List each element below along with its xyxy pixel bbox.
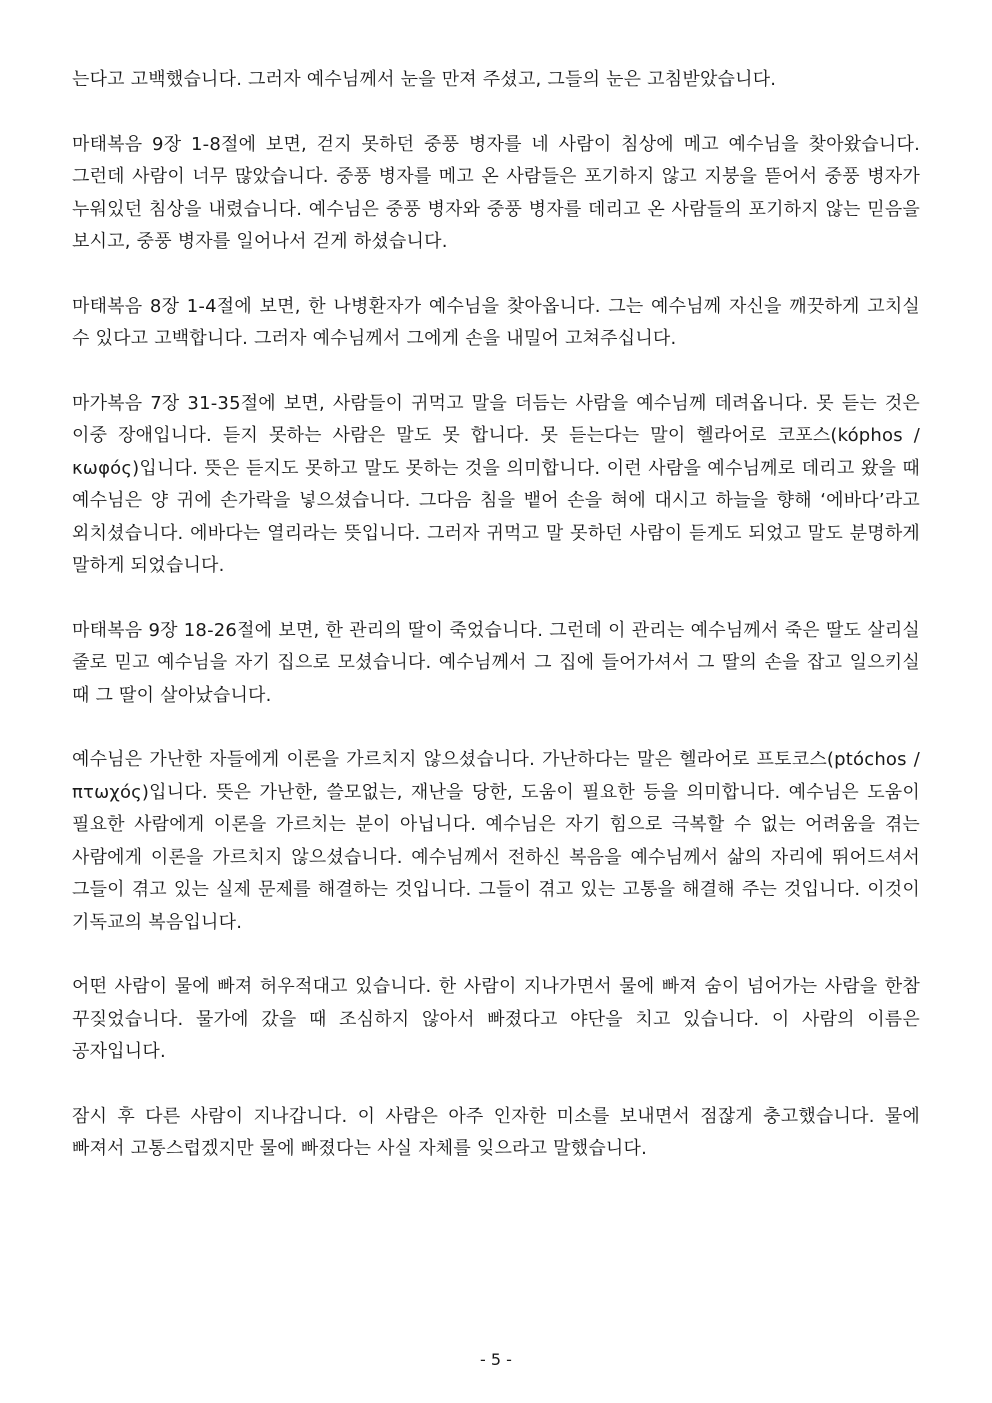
paragraph-1: 는다고 고백했습니다. 그러자 예수님께서 눈을 만져 주셨고, 그들의 눈은 고침받았습니다. — [72, 69, 777, 90]
paragraph-4: 마가복음 7장 31-35절에 보면, 사람들이 귀먹고 말을 더듬는 사람을 예수님께 데려옵니다. 못 듣는 것은 이중 장애입니다. 듣지 못하는 사람은 말도 못 합니다. 못 듣는다는 말이 헬라어로 코포스(kóphos / κωφός)입니다. 뜻은 듣지도 못하고 말도 못하는 것을 의미합니다. 이런 사람을 예수님께로 데리고 왔을 때 예수님은 양 귀에 손가락을 넣으셨습니다. 그다음 침을 뱉어 손을 혀에 대시고 하늘을 향해 ‘에바다’라고 외치셨습니다. 에바다는 열리라는 뜻입니다. 그러자 귀먹고 말 못하던 사람이 듣게도 되었고 말도 분명하게 말하게 되었습니다. — [72, 392, 920, 576]
paragraph-3: 마태복음 8장 1-4절에 보면, 한 나병환자가 예수님을 찾아옵니다. 그는 예수님께 자신을 깨끗하게 고치실 수 있다고 고백합니다. 그러자 예수님께서 그에게 손을 내밀어 고쳐주십니다. — [72, 295, 920, 349]
paragraph-7: 어떤 사람이 물에 빠져 허우적대고 있습니다. 한 사람이 지나가면서 물에 빠져 숨이 넘어가는 사람을 한참 꾸짖었습니다. 물가에 갔을 때 조심하지 않아서 빠졌다고 야단을 치고 있습니다. 이 사람의 이름은 공자입니다. — [72, 976, 920, 1062]
paragraph-5: 마태복음 9장 18-26절에 보면, 한 관리의 딸이 죽었습니다. 그런데 이 관리는 예수님께서 죽은 딸도 살리실 줄로 믿고 예수님을 자기 집으로 모셨습니다. 예수님께서 그 집에 들어가셔서 그 딸의 손을 잡고 일으키실 때 그 딸이 살아났습니다. — [72, 619, 920, 706]
paragraph-2: 마태복음 9장 1-8절에 보면, 걷지 못하던 중풍 병자를 네 사람이 침상에 메고 예수님을 찾아왔습니다. 그런데 사람이 너무 많았습니다. 중풍 병자를 메고 온 사람들은 포기하지 않고 지붕을 뜯어서 중풍 병자가 누워있던 침상을 내렸습니다. 예수님은 중풍 병자와 중풍 병자를 데리고 온 사람들의 포기하지 않는 믿음을 보시고, 중풍 병자를 일어나서 걷게 하셨습니다. — [72, 133, 920, 252]
paragraph-8: 잠시 후 다른 사람이 지나갑니다. 이 사람은 아주 인자한 미소를 보내면서 점잖게 충고했습니다. 물에 빠져서 고통스럽겠지만 물에 빠졌다는 사실 자체를 잊으라고 말했습니다. — [72, 1105, 920, 1159]
paragraph-6: 예수님은 가난한 자들에게 이론을 가르치지 않으셨습니다. 가난하다는 말은 헬라어로 프토코스(ptóchos / πτωχός)입니다. 뜻은 가난한, 쓸모없는, 재난을 당한, 도움이 필요한 등을 의미합니다. 예수님은 도움이 필요한 사람에게 이론을 가르치는 분이 아닙니다. 예수님은 자기 힘으로 극복할 수 없는 어려움을 겪는 사람에게 이론을 가르치지 않으셨습니다. 예수님께서 전하신 복음을 예수님께서 삶의 자리에 뛰어드셔서 그들이 겪고 있는 실제 문제를 해결하는 것입니다. 그들이 겪고 있는 고통을 해결해 주는 것입니다. 이것이 기독교의 복음입니다. — [72, 749, 920, 933]
document-body — [72, 64, 920, 1198]
page-number: - 5 - — [480, 1350, 512, 1369]
